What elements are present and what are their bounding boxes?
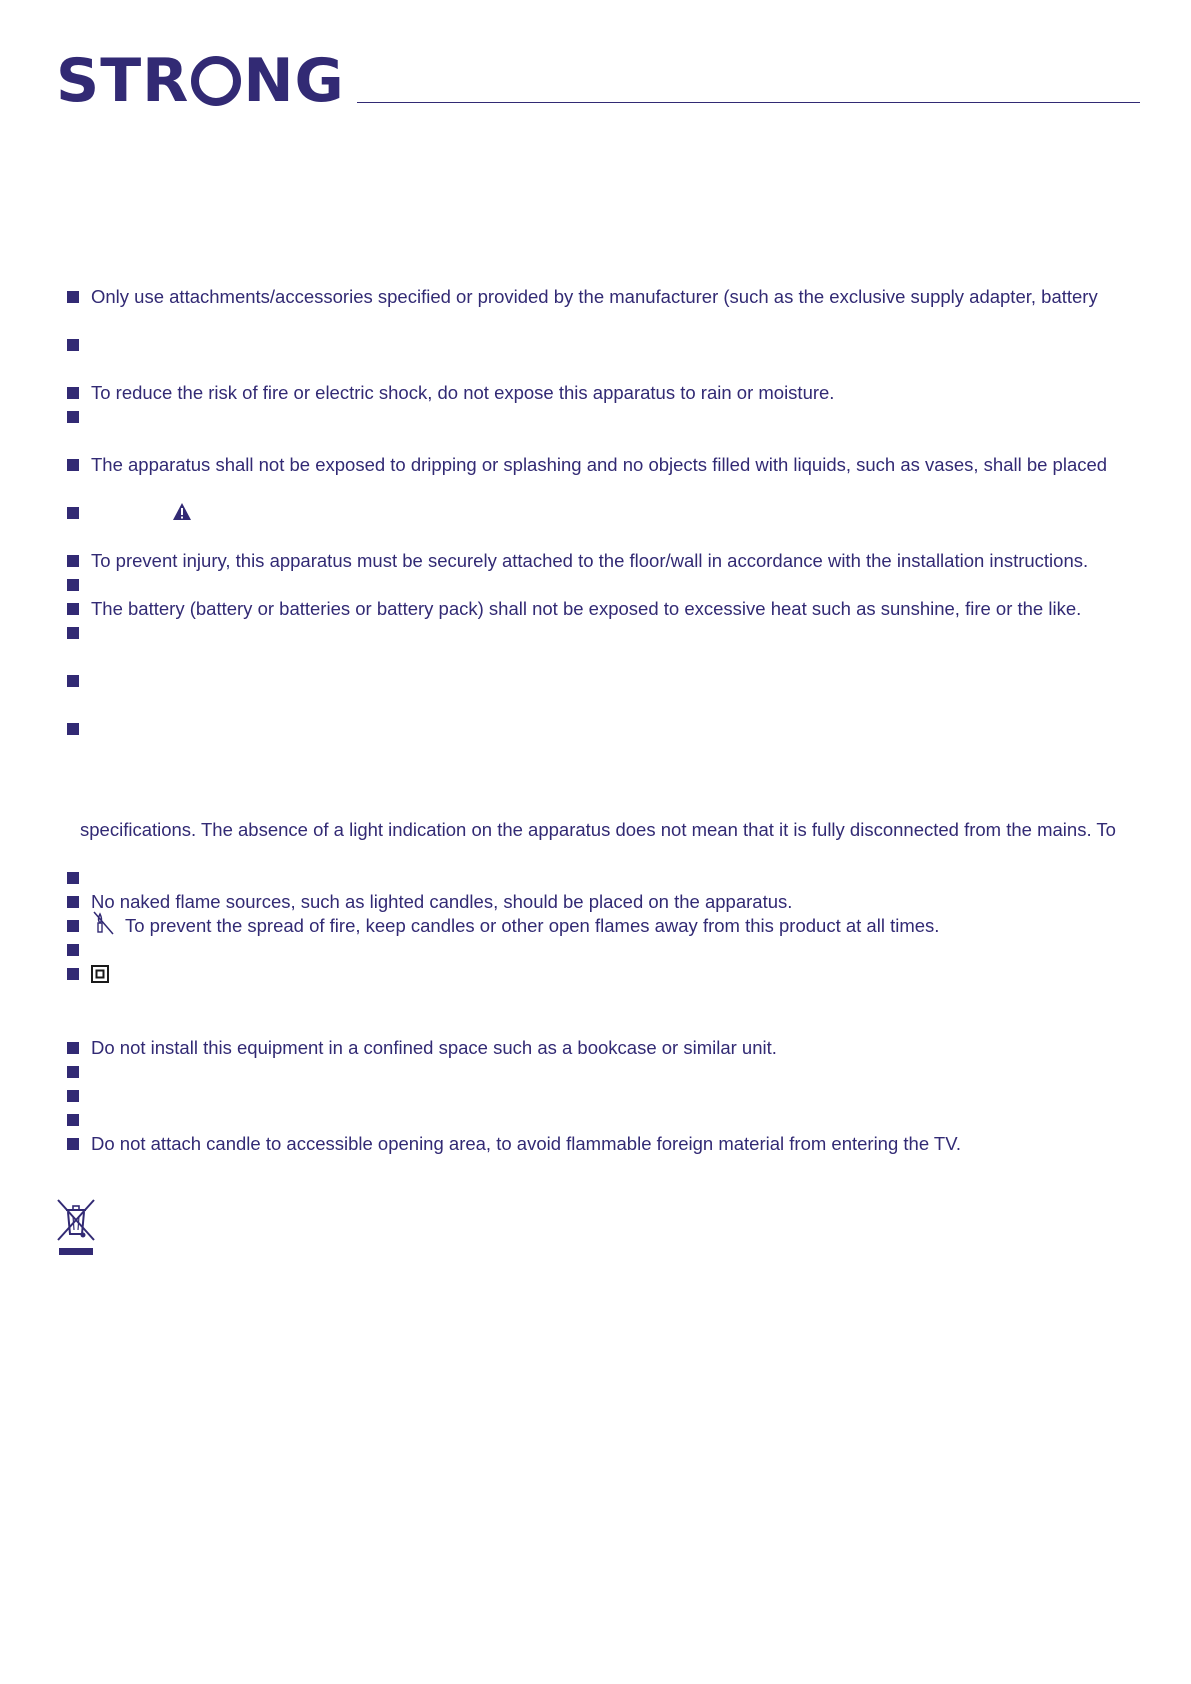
list-item: [67, 285, 1147, 309]
continuation-line: specifications. The absence of a light indication on the apparatus does not mean that it is fully disconnected from the mains. To: [80, 819, 1116, 840]
list-item: [67, 453, 1147, 477]
list-item: [67, 405, 1147, 429]
logo-o-ring: [191, 56, 241, 106]
bullet-square: [67, 507, 79, 519]
bullet-square: [67, 339, 79, 351]
bullet-square: [67, 723, 79, 735]
list-item: [67, 938, 1147, 962]
list-item: [67, 866, 1147, 890]
bullet-square: [67, 387, 79, 399]
list-item: [67, 1036, 1147, 1060]
list-item: [67, 669, 1147, 693]
double-insulation-icon: [91, 965, 109, 983]
list-item-text: The battery (battery or batteries or battery pack) shall not be exposed to excessive heat such as sunshine, fire or the like.: [91, 598, 1082, 619]
list-item: [67, 914, 1147, 938]
logo-text-right: NG: [243, 46, 345, 116]
list-item: [67, 1108, 1147, 1132]
bullet-square: [67, 1042, 79, 1054]
strong-logo: [56, 46, 345, 116]
list-item: [67, 573, 1147, 597]
bullet-square: [67, 968, 79, 980]
bullet-square: [67, 944, 79, 956]
bullet-square: [67, 603, 79, 615]
bullet-square: [67, 291, 79, 303]
header-rule: [357, 102, 1140, 103]
list-item: [67, 501, 1147, 525]
bullet-square: [67, 627, 79, 639]
list-item: [67, 333, 1147, 357]
bullet-square: [67, 459, 79, 471]
list-item-text: The apparatus shall not be exposed to dripping or splashing and no objects filled with liquids, such as vases, shall be placed: [91, 454, 1108, 475]
warning-triangle-icon: [172, 502, 192, 521]
bullet-square: [67, 872, 79, 884]
bullet-square: [67, 1090, 79, 1102]
list-item: [67, 381, 1147, 405]
list-item: [67, 962, 1147, 986]
no-candle-icon: [90, 910, 116, 936]
list-item-text: To reduce the risk of fire or electric shock, do not expose this apparatus to rain or moisture.: [91, 382, 835, 403]
list-item-text: Do not attach candle to accessible opening area, to avoid flammable foreign material from entering the TV.: [91, 1133, 962, 1154]
bullet-square: [67, 1138, 79, 1150]
weee-crossed-bin-icon: [56, 1196, 98, 1256]
bullet-square: [67, 1066, 79, 1078]
bullet-square: [67, 411, 79, 423]
logo-text-left: STR: [56, 46, 190, 116]
list-item-text: To prevent the spread of fire, keep candles or other open flames away from this product at all times.: [125, 915, 940, 936]
list-item: [67, 621, 1147, 645]
list-item-text: To prevent injury, this apparatus must be securely attached to the floor/wall in accordance with the installation instructions.: [91, 550, 1089, 571]
bullet-square: [67, 555, 79, 567]
bullet-square: [67, 920, 79, 932]
bullet-square: [67, 579, 79, 591]
list-item-text: Only use attachments/accessories specified or provided by the manufacturer (such as the exclusive supply adapter, battery: [91, 286, 1098, 307]
bullet-square: [67, 675, 79, 687]
list-item: [67, 549, 1147, 573]
bullet-square: [67, 896, 79, 908]
list-item: [67, 597, 1147, 621]
list-item: [67, 717, 1147, 741]
list-item-text: Do not install this equipment in a confined space such as a bookcase or similar unit.: [91, 1037, 777, 1058]
list-item: [67, 1060, 1147, 1084]
list-item: [67, 890, 1147, 914]
list-item-text: No naked flame sources, such as lighted candles, should be placed on the apparatus.: [91, 891, 793, 912]
list-item: [67, 1132, 1147, 1156]
bullet-square: [67, 1114, 79, 1126]
list-item: [67, 1084, 1147, 1108]
